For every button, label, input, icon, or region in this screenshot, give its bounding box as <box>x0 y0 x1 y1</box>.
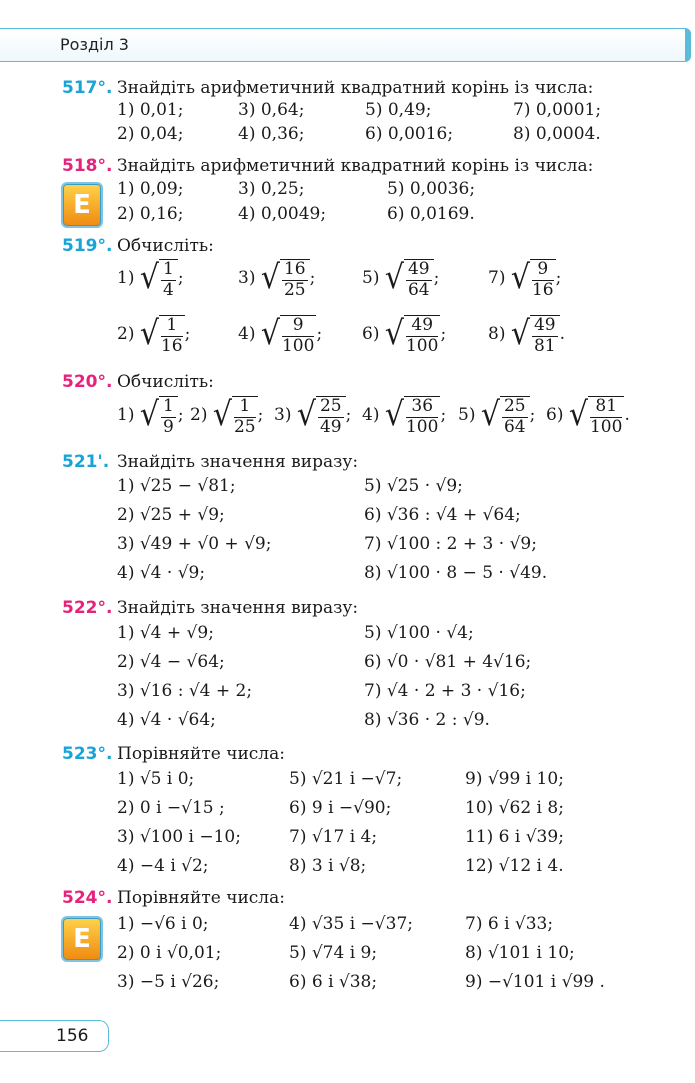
header-cap <box>685 28 691 61</box>
list-item: 8) 3 і √8; <box>289 856 367 876</box>
list-item: 2) 0 і −√15 ; <box>117 798 225 818</box>
numerator: 81 <box>590 397 622 418</box>
sqrt-sign: √ $\frac{9}{100}$ <box>260 314 315 356</box>
item-label: 6) <box>362 324 380 344</box>
root-fraction-item <box>190 392 263 438</box>
list-item: 1) √5 і 0; <box>117 769 195 789</box>
list-item: 3) √49 + √0 + √9; <box>117 534 272 554</box>
list-item: 5) 0,49; <box>365 100 432 120</box>
list-item: 5) √100 · √4; <box>364 623 474 643</box>
list-item: 2) √4 − √64; <box>117 652 225 672</box>
list-item: 4) √35 і −√37; <box>289 914 413 934</box>
denominator: 25 <box>283 279 306 300</box>
exercise-question: Знайдіть значення виразу: <box>117 598 359 618</box>
exercise-number: 517°. <box>62 78 113 98</box>
list-item: 4) √4 · √64; <box>117 710 216 730</box>
item-terminator: ; <box>177 405 184 425</box>
item-terminator: . <box>559 324 566 344</box>
exercise-number: 518°. <box>62 156 113 176</box>
item-terminator: . <box>624 405 630 425</box>
item-terminator: ; <box>177 268 184 288</box>
list-item: 2) 0 і √0,01; <box>117 943 222 963</box>
root-fraction-item <box>117 311 190 357</box>
list-item: 3) 0,25; <box>238 179 305 199</box>
denominator: 4 <box>162 279 174 300</box>
list-item: 4) 0,0049; <box>238 204 327 224</box>
item-terminator: ; <box>345 405 352 425</box>
page-number: 156 <box>56 1026 89 1046</box>
numerator: 36 <box>406 397 438 418</box>
denominator: 9 <box>162 416 174 437</box>
list-item: 1) √25 − √81; <box>117 476 236 496</box>
denominator: 100 <box>281 335 315 356</box>
page-footer <box>0 1020 109 1052</box>
root-fraction-item <box>458 392 535 438</box>
item-terminator: ; <box>309 268 316 288</box>
numerator: 9 <box>282 316 314 337</box>
exercise-number: 521'. <box>62 452 110 472</box>
list-item: 4) √4 · √9; <box>117 563 206 583</box>
sqrt-sign: √ $\frac{49}{81}$ <box>511 311 560 357</box>
list-item: 4) −4 і √2; <box>117 856 209 876</box>
denominator: 16 <box>531 279 554 300</box>
denominator: 25 <box>233 416 256 437</box>
item-label: 4) <box>238 324 256 344</box>
exercise-number: 524°. <box>62 888 113 908</box>
list-item: 1) −√6 і 0; <box>117 914 209 934</box>
root-fraction-item <box>362 392 446 438</box>
list-item: 1) 0,01; <box>117 100 184 120</box>
list-item: 8) √36 · 2 : √9. <box>364 710 490 730</box>
sqrt-sign: √ $\frac{1}{16}$ <box>139 314 183 356</box>
list-item: 12) √12 і 4. <box>465 856 564 876</box>
list-item: 2) √25 + √9; <box>117 505 225 525</box>
exercise-question: Порівняйте числа: <box>117 888 285 908</box>
list-item: 1) √4 + √9; <box>117 623 214 643</box>
exercise-number: 523°. <box>62 744 113 764</box>
exercise-question: Знайдіть арифметичний квадратний корінь із числа: <box>117 156 594 176</box>
item-label: 2) <box>117 324 135 344</box>
item-label: 2) <box>190 405 208 425</box>
item-terminator: ; <box>184 324 191 344</box>
numerator: 1 <box>161 316 183 337</box>
root-fraction-item <box>362 255 439 301</box>
root-fraction-item <box>274 392 351 438</box>
numerator: 49 <box>406 316 438 337</box>
item-terminator: ; <box>440 405 447 425</box>
item-label: 3) <box>274 405 292 425</box>
exercise-question: Знайдіть значення виразу: <box>117 452 359 472</box>
sqrt-sign: √ $\frac{16}{25}$ <box>261 255 310 301</box>
list-item: 2) 0,04; <box>117 124 184 144</box>
denominator: 64 <box>407 279 430 300</box>
exercise-number: 520°. <box>62 372 113 392</box>
numerator: 49 <box>407 259 430 279</box>
item-terminator: ; <box>440 324 447 344</box>
sqrt-sign: √ $\frac{25}{49}$ <box>297 392 346 438</box>
item-label: 5) <box>362 268 380 288</box>
exercise-question: Порівняйте числа: <box>117 744 285 764</box>
denominator: 100 <box>589 416 623 437</box>
item-label: 3) <box>238 268 256 288</box>
list-item: 4) 0,36; <box>238 124 305 144</box>
numerator: 1 <box>162 259 174 279</box>
numerator: 1 <box>234 397 256 418</box>
list-item: 7) 0,0001; <box>513 100 602 120</box>
root-fraction-item <box>488 255 561 301</box>
e-level-badge-icon: E <box>61 182 103 228</box>
list-item: 6) √36 : √4 + √64; <box>364 505 521 525</box>
item-terminator: ; <box>555 268 562 288</box>
item-label: 5) <box>458 405 476 425</box>
list-item: 3) 0,64; <box>238 100 305 120</box>
list-item: 10) √62 і 8; <box>465 798 564 818</box>
item-terminator: ; <box>529 405 536 425</box>
root-fraction-item <box>238 255 315 301</box>
root-fraction-item <box>117 255 184 301</box>
list-item: 7) √100 : 2 + 3 · √9; <box>364 534 537 554</box>
list-item: 8) √100 · 8 − 5 · √49. <box>364 563 548 583</box>
exercise-number: 519°. <box>62 236 113 256</box>
item-label: 1) <box>117 405 135 425</box>
sqrt-sign: √ $\frac{81}{100}$ <box>568 395 623 437</box>
numerator: 25 <box>319 396 342 416</box>
denominator: 16 <box>160 335 183 356</box>
item-label: 4) <box>362 405 380 425</box>
list-item: 8) 0,0004. <box>513 124 601 144</box>
sqrt-sign: √ $\frac{25}{64}$ <box>481 392 530 438</box>
item-label: 6) <box>546 405 564 425</box>
list-item: 9) √99 і 10; <box>465 769 564 789</box>
item-terminator: ; <box>316 324 323 344</box>
sqrt-sign: √ $\frac{1}{9}$ <box>140 392 178 438</box>
exercise-question: Знайдіть арифметичний квадратний корінь із числа: <box>117 78 594 98</box>
exercise-question: Обчисліть: <box>117 372 214 392</box>
exercise-question: Обчисліть: <box>117 236 214 256</box>
list-item: 6) 0,0169. <box>387 204 475 224</box>
list-item: 5) √74 і 9; <box>289 943 378 963</box>
list-item: 5) 0,0036; <box>387 179 476 199</box>
root-fraction-item <box>238 311 322 357</box>
list-item: 3) −5 і √26; <box>117 972 220 992</box>
numerator: 9 <box>532 260 554 281</box>
item-terminator: ; <box>433 268 440 288</box>
item-label: 8) <box>488 324 506 344</box>
list-item: 6) 0,0016; <box>365 124 454 144</box>
sqrt-sign: √ $\frac{1}{4}$ <box>140 255 178 301</box>
root-fraction-item <box>362 311 446 357</box>
item-terminator: ; <box>257 405 264 425</box>
sqrt-sign: √ $\frac{1}{25}$ <box>212 395 256 437</box>
root-fraction-item <box>546 392 630 438</box>
list-item: 7) √17 і 4; <box>289 827 378 847</box>
denominator: 49 <box>319 416 342 437</box>
item-label: 1) <box>117 268 135 288</box>
numerator: 1 <box>162 396 174 416</box>
chapter-title: Розділ 3 <box>60 35 129 54</box>
list-item: 11) 6 і √39; <box>465 827 564 847</box>
root-fraction-item <box>117 392 184 438</box>
list-item: 2) 0,16; <box>117 204 184 224</box>
numerator: 16 <box>283 259 306 279</box>
root-fraction-item <box>488 311 565 357</box>
sqrt-sign: √ $\frac{49}{100}$ <box>384 314 439 356</box>
item-label: 7) <box>488 268 506 288</box>
e-level-badge-icon: E <box>61 916 103 962</box>
list-item: 6) √0 · √81 + 4√16; <box>364 652 532 672</box>
exercise-number: 522°. <box>62 598 113 618</box>
list-item: 7) 6 і √33; <box>465 914 554 934</box>
sqrt-sign: √ $\frac{49}{64}$ <box>385 255 434 301</box>
chapter-header <box>0 28 691 62</box>
denominator: 64 <box>503 416 526 437</box>
denominator: 100 <box>405 335 439 356</box>
list-item: 9) −√101 і √99 . <box>465 972 605 992</box>
list-item: 3) √16 : √4 + 2; <box>117 681 253 701</box>
numerator: 49 <box>533 315 556 335</box>
list-item: 5) √21 і −√7; <box>289 769 403 789</box>
list-item: 6) 9 і −√90; <box>289 798 392 818</box>
list-item: 6) 6 і √38; <box>289 972 378 992</box>
list-item: 1) 0,09; <box>117 179 184 199</box>
numerator: 25 <box>503 396 526 416</box>
list-item: 7) √4 · 2 + 3 · √16; <box>364 681 526 701</box>
denominator: 81 <box>533 335 556 356</box>
list-item: 5) √25 · √9; <box>364 476 463 496</box>
sqrt-sign: √ $\frac{9}{16}$ <box>510 258 554 300</box>
list-item: 8) √101 і 10; <box>465 943 575 963</box>
denominator: 100 <box>405 416 439 437</box>
sqrt-sign: √ $\frac{36}{100}$ <box>384 395 439 437</box>
list-item: 3) √100 і −10; <box>117 827 241 847</box>
